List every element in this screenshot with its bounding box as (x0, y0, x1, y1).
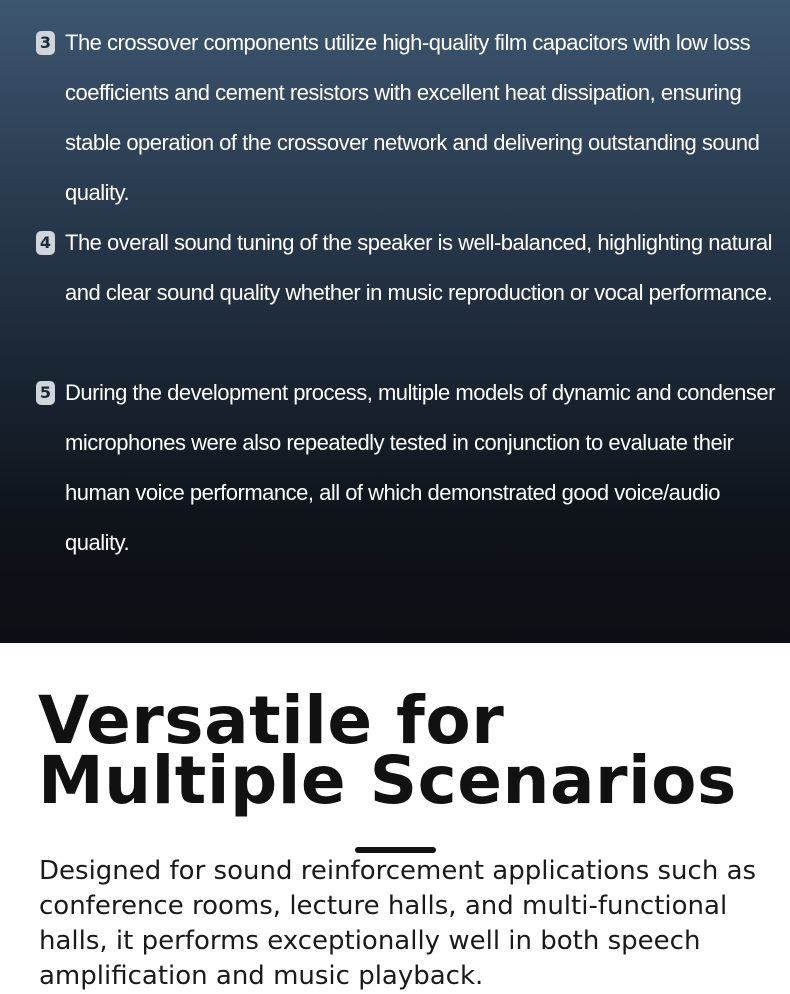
title-line-2: Multiple Scenarios (38, 742, 737, 819)
section-title (38, 682, 737, 819)
feature-number-badge: 4 (36, 231, 55, 255)
feature-text: The overall sound tuning of the speaker is well-balanced, highlighting natural and clear sound quality whether in music reproduction or vocal performance. (65, 230, 773, 305)
feature-text: During the development process, multiple models of dynamic and condenser microphones were also repeatedly tested in conjunction to evaluate their human voice performance, all of which demonstrated good voice/audio quality. (65, 380, 775, 555)
feature-number-badge: 3 (36, 31, 55, 55)
feature-text: The crossover components utilize high-quality film capacitors with low loss coefficients and cement resistors with excellent heat dissipation, ensuring stable operation of the crossover network and delivering outstanding sound quality. (65, 30, 760, 205)
scenarios-section (0, 643, 790, 989)
feature-number-badge: 5 (36, 381, 55, 405)
title-line-1: Versatile for (38, 682, 505, 759)
title-underline (355, 847, 436, 853)
section-description: Designed for sound reinforcement applications such as conference rooms, lecture halls, and multi-functional halls, it performs exceptionally well in both speech amplification and music playback. (39, 856, 757, 991)
